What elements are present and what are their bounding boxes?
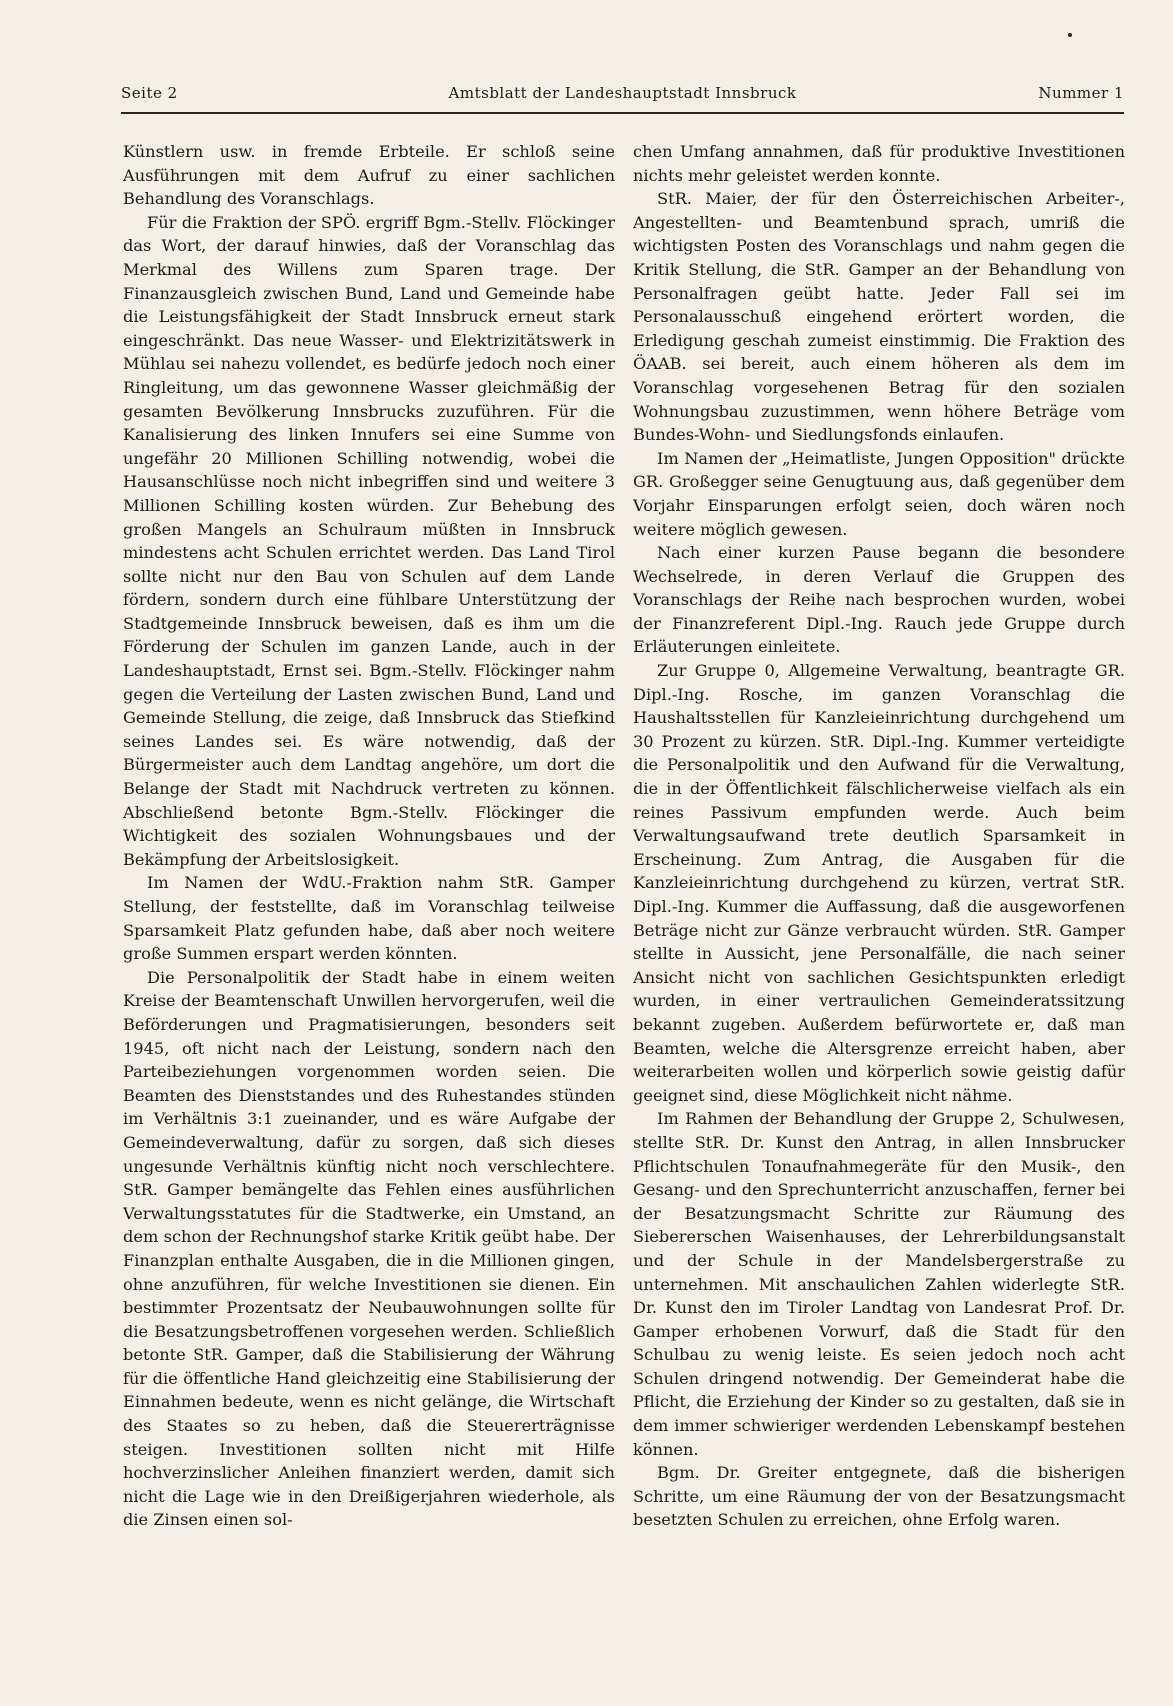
paragraph: Nach einer kurzen Pause begann die besondere Wechselrede, in deren Verlauf die Gruppen des Voranschlags der Reihe nach besprochen wurden, wobei der Finanzreferent Dipl.-Ing. Rauch jede Gruppe durch Erläuterungen einleitete. [633, 543, 1125, 657]
paragraph: Bgm. Dr. Greiter entgegnete, daß die bisherigen Schritte, um eine Räumung der von der Besatzungsmacht besetzten Schulen zu erreichen, ohne Erfolg waren. [633, 1463, 1125, 1530]
paragraph: Für die Fraktion der SPÖ. ergriff Bgm.-Stellv. Flöckinger das Wort, der darauf hinwies, daß der Voranschlag das Merkmal des Willens zum Sparen trage. Der Finanzausgleich zwischen Bund, Land und Gemeinde habe die Leistungsfähigkeit der Stadt Innsbruck erneut stark eingeschränkt. Das neue Wasser- und Elektrizitätswerk in Mühlau sei nahezu vollendet, es bedürfe jedoch noch einer Ringleitung, um das gewonnene Wasser gleichmäßig der gesamten Bevölkerung Innsbrucks zuzuführen. Für die Kanalisierung des linken Innufers sei eine Summe von ungefähr 20 Millionen Schilling notwendig, wobei die Hausanschlüsse noch nicht inbegriffen sind und weitere 3 Millionen Schilling kosten würden. Zur Behebung des großen Mangels an Schulraum müßten in Innsbruck mindestens acht Schulen errichtet werden. Das Land Tirol sollte nicht nur den Bau von Schulen auf dem Lande fördern, sondern durch eine fühlbare Unterstützung der Stadtgemeinde Innsbruck beweisen, daß es ihm um die Förderung der Schulen im ganzen Lande, auch in der Landeshauptstadt, Ernst sei. Bgm.-Stellv. Flöckinger nahm gegen die Verteilung der Lasten zwischen Bund, Land und Gemeinde Stellung, die zeige, daß Innsbruck das Stiefkind seines Landes sei. Es wäre notwendig, daß der Bürgermeister auch dem Landtag angehöre, um dort die Belange der Stadt mit Nachdruck vertreten zu können. Abschließend betonte Bgm.-Stellv. Flöckinger die Wichtigkeit des sozialen Wohnungsbaues und der Bekämpfung der Arbeitslosigkeit. [123, 212, 615, 869]
page-header [121, 84, 1124, 110]
paragraph: Die Personalpolitik der Stadt habe in einem weiten Kreise der Beamtenschaft Unwillen hervorgerufen, weil die Beförderungen und Pragmatisierungen, besonders seit 1945, oft nicht nach der Leistung, sondern nach den Parteibeziehungen vorgenommen worden seien. Die Beamten des Dienststandes und des Ruhestandes stünden im Verhältnis 3:1 zueinander, und es wäre Aufgabe der Gemeindeverwaltung, dafür zu sorgen, daß sich dieses ungesunde Verhältnis künftig nicht noch verschlechtere. StR. Gamper bemängelte das Fehlen eines ausführlichen Verwaltungsstatutes für die Stadtwerke, ein Umstand, an dem schon der Rechnungshof starke Kritik geübt habe. Der Finanzplan enthalte Ausgaben, die in die Millionen gingen, ohne anzuführen, für welche Investitionen sie dienen. Ein bestimmter Prozentsatz der Neubauwohnungen sollte für die Besatzungsbetroffenen vorgesehen werden. Schließlich betonte StR. Gamper, daß die Stabilisierung der Währung für die öffentliche Hand gleichzeitig eine Stabilisierung der Einnahmen bedeute, wenn es nicht gelänge, die Wirtschaft des Staates so zu heben, daß die Steuererträgnisse steigen. Investitionen sollten nicht mit Hilfe hochverzinslicher Anleihen finanziert werden, damit sich nicht die Lage wie in den Dreißigerjahren wiederhole, als die Zinsen einen sol- [123, 967, 615, 1530]
header-rule [121, 112, 1124, 114]
issue-number: Nummer 1 [1038, 84, 1124, 102]
right-column [633, 140, 1125, 1680]
paragraph: Im Rahmen der Behandlung der Gruppe 2, Schulwesen, stellte StR. Dr. Kunst den Antrag, in allen Innsbrucker Pflichtschulen Tonaufnahmegeräte für den Musik-, den Gesang- und den Sprechunterricht anzuschaffen, ferner bei der Besatzungsmacht Schritte zur Räumung des Siebererschen Waisenhauses, der Lehrerbildungsanstalt und der Schule in der Mandelsbergerstraße zu unternehmen. Mit anschaulichen Zahlen widerlegte StR. Dr. Kunst den im Tiroler Landtag von Landesrat Prof. Dr. Gamper erhobenen Vorwurf, daß die Stadt für den Schulbau zu wenig leiste. Es seien jedoch noch acht Schulen dringend notwendig. Der Gemeinderat habe die Pflicht, die Erziehung der Kinder so zu gestalten, daß sie in dem immer schwieriger werdenden Lebenskampf bestehen können. [633, 1109, 1125, 1459]
print-speck [1068, 33, 1072, 37]
paragraph: Zur Gruppe 0, Allgemeine Verwaltung, beantragte GR. Dipl.-Ing. Rosche, im ganzen Voranschlag die Haushaltsstellen für Kanzleieinrichtung durchgehend um 30 Prozent zu kürzen. StR. Dipl.-Ing. Kummer verteidigte die Personalpolitik und den Aufwand für die Verwaltung, die in der Öffentlichkeit fälschlicherweise vielfach als ein reines Passivum empfunden werde. Auch beim Verwaltungsaufwand trete deutlich Sparsamkeit in Erscheinung. Zum Antrag, die Ausgaben für die Kanzleieinrichtung durchgehend zu kürzen, vertrat StR. Dipl.-Ing. Kummer die Auffassung, daß die ausgeworfenen Beträge nicht zur Gänze verbraucht würden. StR. Gamper stellte in Aussicht, jene Personalfälle, die nach seiner Ansicht nicht von sachlichen Gesichtspunkten erledigt wurden, in einer vertraulichen Gemeinderatssitzung bekannt zugeben. Außerdem befürwortete er, daß man Beamten, welche die Altersgrenze erreicht haben, aber weiterarbeiten wollen und körperlich sowie geistig dafür geeignet sind, diese Möglichkeit nicht nähme. [633, 661, 1125, 1105]
paragraph: Künstlern usw. in fremde Erbteile. Er schloß seine Ausführungen mit dem Aufruf zu einer sachlichen Behandlung des Voranschlags. [123, 142, 615, 209]
paragraph: StR. Maier, der für den Österreichischen Arbeiter-, Angestellten- und Beamtenbund sprach, umriß die wichtigsten Posten des Voranschlags und nahm gegen die Kritik Stellung, die StR. Gamper an der Behandlung von Personalfragen geübt hatte. Jeder Fall sei im Personalausschuß eingehend erörtert worden, die Erledigung geschah zumeist einstimmig. Die Fraktion des ÖAAB. sei bereit, auch einem höheren als dem im Voranschlag vorgesehenen Betrag für den sozialen Wohnungsbau zuzustimmen, wenn höhere Beträge vom Bundes-Wohn- und Siedlungsfonds einlaufen. [633, 189, 1125, 445]
paragraph: Im Namen der „Heimatliste, Jungen Opposition" drückte GR. Großegger seine Genugtuung aus, daß gegenüber dem Vorjahr Einsparungen erfolgt seien, doch wären noch weitere möglich gewesen. [633, 448, 1125, 539]
page-number: Seite 2 [121, 84, 178, 102]
paragraph: Im Namen der WdU.-Fraktion nahm StR. Gamper Stellung, der feststellte, daß im Voranschlag teilweise Sparsamkeit Platz gefunden habe, daß aber noch weitere große Summen erspart werden könnten. [123, 873, 615, 964]
left-column [123, 140, 615, 1680]
publication-title: Amtsblatt der Landeshauptstadt Innsbruck [448, 84, 797, 102]
paragraph: chen Umfang annahmen, daß für produktive Investitionen nichts mehr geleistet werden konnte. [633, 142, 1125, 185]
